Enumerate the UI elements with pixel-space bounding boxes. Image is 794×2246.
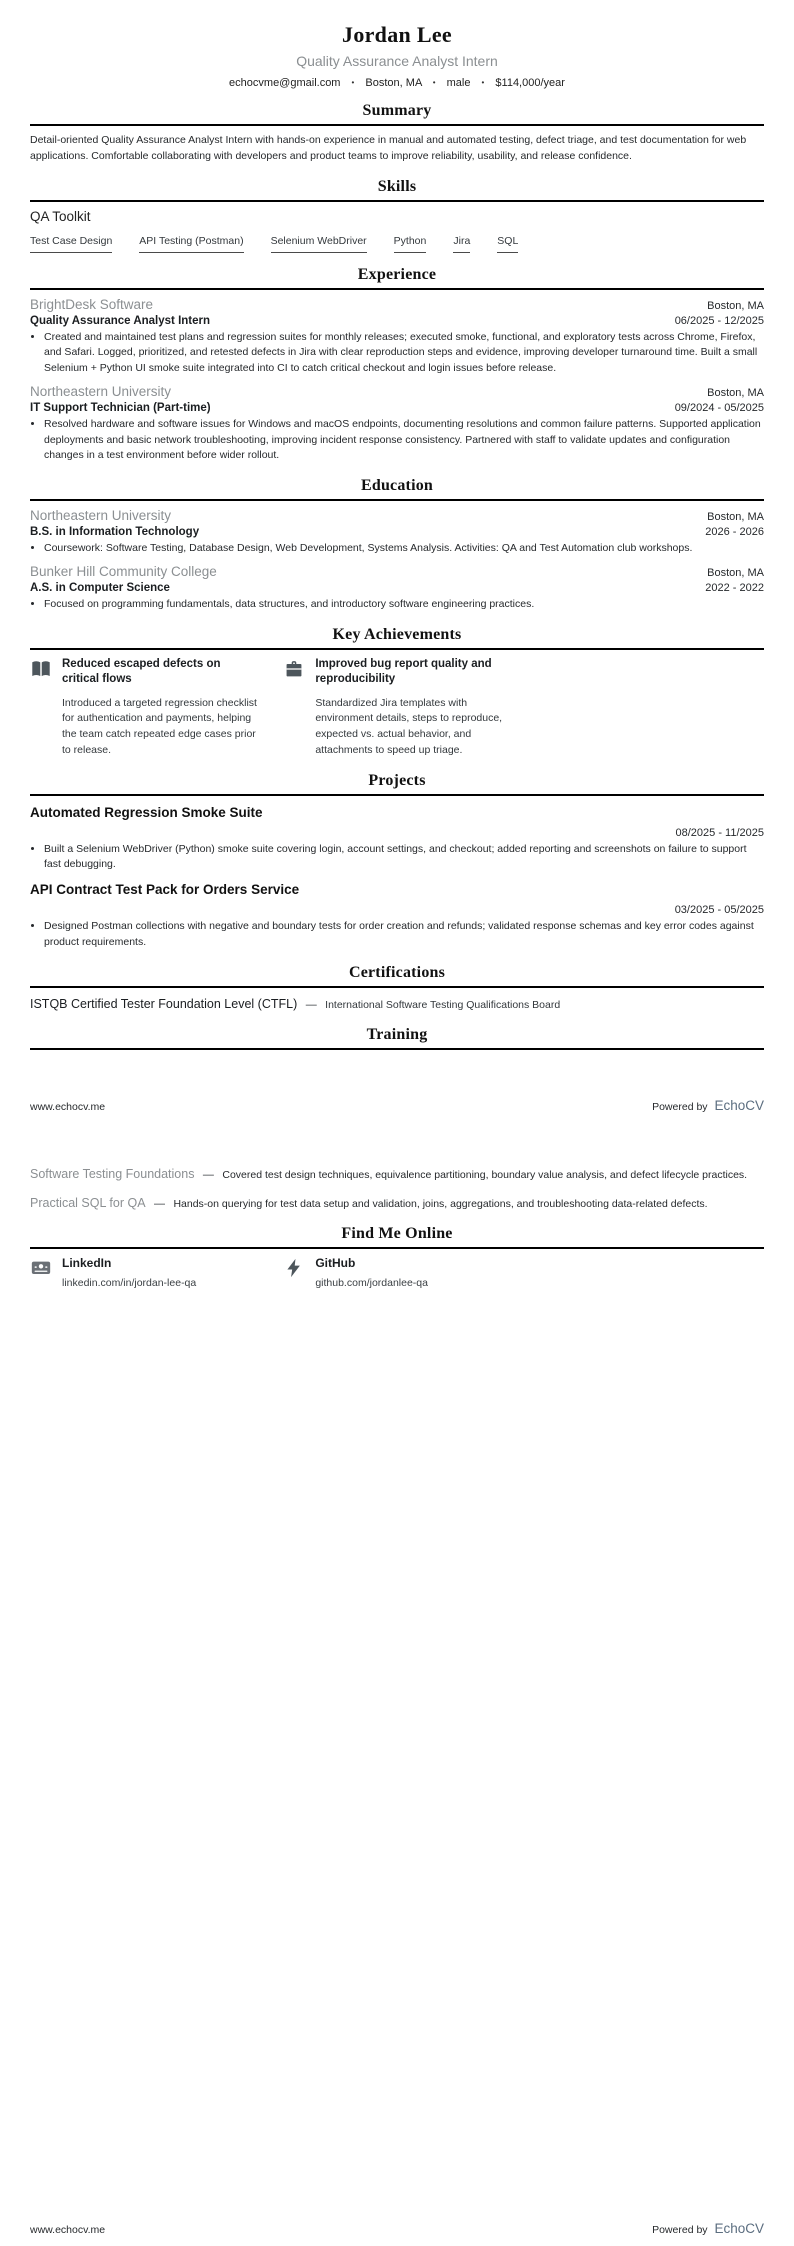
training-name: Practical SQL for QA (30, 1196, 146, 1210)
section-rule (30, 648, 764, 650)
footer-site-link[interactable]: www.echocv.me (30, 2224, 106, 2236)
skills-tag-list (30, 235, 764, 253)
section-rule (30, 794, 764, 796)
powered-by-text: Powered by (652, 2224, 708, 2236)
dot-separator: • (481, 78, 485, 87)
experience-role: Quality Assurance Analyst Intern (30, 314, 211, 327)
education-entry (30, 508, 764, 557)
powered-by-text: Powered by (652, 1101, 708, 1113)
education-dates: 2026 - 2026 (705, 526, 764, 538)
training-name: Software Testing Foundations (30, 1167, 195, 1181)
online-item-github (283, 1256, 510, 1289)
education-location: Boston, MA (707, 511, 764, 523)
achievement-title: Improved bug report quality and reproducibility (315, 657, 492, 686)
resume-header (30, 22, 764, 89)
resume-page-2 (0, 1123, 794, 2246)
education-bullet-list (30, 541, 764, 557)
experience-location: Boston, MA (707, 299, 764, 312)
candidate-title: Quality Assurance Analyst Intern (296, 53, 498, 69)
em-dash-separator: — (202, 1169, 214, 1181)
education-bullet: • Focused on programming fundamentals, data structures, and introductory software engineering practices. (44, 597, 764, 613)
powered-by (652, 2221, 764, 2236)
achievement-item (30, 657, 257, 759)
section-rule (30, 200, 764, 202)
dot-separator: • (351, 78, 355, 87)
em-dash-separator: — (305, 998, 317, 1011)
project-dates: 03/2025 - 05/2025 (674, 904, 764, 917)
contact-location: Boston, MA (365, 77, 422, 89)
contact-email[interactable]: echocvme@gmail.com (229, 77, 341, 89)
echocv-brand-link[interactable]: EchoCV (714, 1098, 764, 1113)
section-heading-experience: Experience (357, 265, 437, 283)
experience-entry (30, 297, 764, 377)
online-grid-spacer (537, 1256, 764, 1289)
skill-tag: Test Case Design (30, 235, 112, 253)
section-heading-training: Training (366, 1025, 428, 1043)
education-location: Boston, MA (707, 566, 764, 579)
achievement-text: Introduced a targeted regression checklist for authentication and payments, helping the team catch repeated edge cases prior to release. (62, 696, 257, 756)
section-heading-find-me-online: Find Me Online (341, 1225, 453, 1242)
section-rule (30, 1048, 764, 1050)
education-school: Bunker Hill Community College (30, 563, 217, 579)
briefcase-icon (283, 657, 305, 759)
training-text: Covered test design techniques, equivalence partitioning, boundary value analysis, and defect lifecycle practices. (222, 1169, 748, 1181)
section-rule (30, 1247, 764, 1249)
skill-tag: API Testing (Postman) (139, 235, 243, 253)
project-bullet: • Designed Postman collections with negative and boundary tests for order creation and refunds; validated response schemas and key error codes against product requirements. (44, 919, 764, 951)
project-bullet: • Built a Selenium WebDriver (Python) smoke suite covering login, account settings, and checkout; added reporting and screenshots on failure to support fast debugging. (44, 842, 764, 874)
section-rule (30, 499, 764, 501)
powered-by (652, 1098, 764, 1113)
contact-gender: male (446, 77, 471, 89)
education-entry (30, 564, 764, 613)
section-rule (30, 288, 764, 290)
candidate-name: Jordan Lee (342, 22, 452, 47)
training-text: Hands-on querying for test data setup and validation, joins, aggregations, and troubleshooting data-related defects. (173, 1198, 708, 1210)
education-school: Northeastern University (30, 508, 172, 523)
skill-tag: Jira (453, 235, 470, 253)
section-heading-skills: Skills (377, 177, 417, 195)
experience-bullet-list (30, 417, 764, 464)
project-entry (30, 882, 764, 951)
training-item (30, 1165, 764, 1183)
page-footer (30, 2221, 764, 2236)
experience-dates: 09/2024 - 05/2025 (674, 401, 764, 414)
experience-bullet: • Resolved hardware and software issues for Windows and macOS endpoints, documenting resolutions and common failure patterns. Supported application deployments and basic network troubleshooting, improving incident response consistency. Partnered with staff to validate updates and configuration changes in a test environment before wider rollout. (44, 417, 764, 464)
certification-issuer: International Software Testing Qualifications Board (325, 998, 561, 1011)
experience-role: IT Support Technician (Part-time) (30, 401, 211, 414)
echocv-brand-link[interactable]: EchoCV (714, 2221, 764, 2236)
em-dash-separator: — (154, 1198, 165, 1210)
skills-group-title: QA Toolkit (30, 208, 91, 224)
online-grid (30, 1256, 764, 1289)
experience-dates: 06/2025 - 12/2025 (674, 314, 764, 327)
section-heading-summary: Summary (362, 102, 432, 119)
achievements-grid (30, 657, 764, 759)
online-label: LinkedIn (62, 1256, 112, 1270)
achievement-title: Reduced escaped defects on critical flows (62, 657, 221, 686)
github-url[interactable]: github.com/jordanlee-qa (315, 1277, 428, 1289)
certification-item (30, 995, 764, 1013)
education-bullet-list (30, 597, 764, 613)
page-footer (30, 1098, 764, 1113)
project-title: Automated Regression Smoke Suite (30, 804, 263, 820)
achievement-item (283, 657, 510, 759)
summary-text: Detail-oriented Quality Assurance Analyst Intern with hands-on experience in manual and automated testing, defect triage, and test documentation for web applications. Comfortable collaborating with developers and product teams to improve reliability, usability, and release confidence. (30, 134, 747, 162)
section-heading-certifications: Certifications (348, 963, 446, 981)
section-rule (30, 986, 764, 988)
certification-name: ISTQB Certified Tester Foundation Level (CTFL) (30, 996, 298, 1011)
training-item (30, 1194, 764, 1212)
linkedin-icon (30, 1256, 52, 1289)
contact-row (30, 77, 764, 89)
section-heading-achievements: Key Achievements (332, 625, 462, 643)
project-bullet-list (30, 842, 764, 874)
experience-location: Boston, MA (707, 386, 764, 399)
education-bullet: • Coursework: Software Testing, Database Design, Web Development, Systems Analysis. Activities: QA and Test Automation club workshops. (44, 541, 764, 557)
education-degree: A.S. in Computer Science (30, 581, 170, 594)
section-rule (30, 124, 764, 126)
skill-tag: Selenium WebDriver (271, 235, 367, 253)
project-dates: 08/2025 - 11/2025 (675, 826, 764, 839)
education-dates: 2022 - 2022 (705, 581, 764, 594)
dot-separator: • (432, 78, 436, 87)
online-label: GitHub (315, 1256, 356, 1270)
linkedin-url[interactable]: linkedin.com/in/jordan-lee-qa (62, 1277, 197, 1289)
skill-tag: Python (394, 235, 427, 253)
footer-site-link[interactable]: www.echocv.me (30, 1101, 106, 1113)
experience-bullet-list (30, 330, 764, 377)
project-title: API Contract Test Pack for Orders Service (30, 882, 300, 898)
experience-company: BrightDesk Software (30, 296, 154, 312)
project-entry (30, 805, 764, 874)
section-heading-projects: Projects (368, 771, 426, 789)
contact-salary: $114,000/year (495, 77, 565, 89)
skill-tag: SQL (497, 235, 518, 253)
github-icon (283, 1256, 305, 1289)
project-bullet-list (30, 919, 764, 951)
section-heading-education: Education (360, 477, 434, 494)
achievement-text: Standardized Jira templates with environment details, steps to reproduce, expected vs. actual behavior, and attachments to speed up triage. (315, 696, 503, 756)
experience-entry (30, 384, 764, 464)
online-item-linkedin (30, 1256, 257, 1289)
experience-company: Northeastern University (30, 383, 172, 399)
experience-bullet: • Created and maintained test plans and regression suites for monthly releases; executed smoke, functional, and exploratory tests across Chrome, Firefox, and Safari. Logged, prioritized, and retested defects in Jira with clear reproduction steps and evidence, improving developer turnaround time. Built a small Selenium + Python UI smoke suite integrated into CI to catch critical checkout and login issues before release. (44, 330, 764, 377)
education-degree: B.S. in Information Technology (30, 526, 200, 538)
open-book-icon (30, 657, 52, 759)
achievements-grid-spacer (537, 657, 764, 759)
